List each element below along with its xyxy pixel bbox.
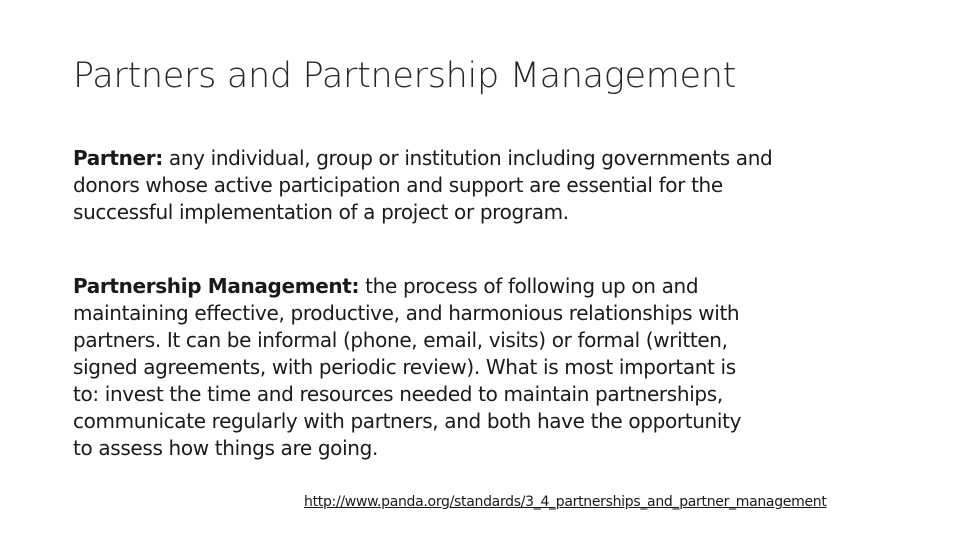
partner-definition: [73, 145, 903, 226]
partnership-management-line: to assess how things are going.: [73, 436, 378, 460]
partner-definition-text: any individual, group or institution including governments and: [162, 146, 773, 170]
partner-definition-line: donors whose active participation and support are essential for the: [73, 173, 723, 197]
partnership-management-line: maintaining effective, productive, and harmonious relationships with: [73, 301, 740, 325]
partnership-management-line: communicate regularly with partners, and both have the opportunity: [73, 409, 742, 433]
partnership-management-line: partners. It can be informal (phone, email, visits) or formal (written,: [73, 328, 728, 352]
partner-definition-line: successful implementation of a project or program.: [73, 200, 569, 224]
partnership-management-term: Partnership Management:: [73, 274, 360, 298]
partnership-management-line: signed agreements, with periodic review). What is most important is: [73, 355, 736, 379]
partner-term: Partner:: [73, 146, 163, 170]
partnership-management-definition: [73, 273, 903, 462]
slide-title: Partners and Partnership Management: [73, 56, 737, 96]
partner-definition-line: [73, 145, 903, 172]
partnership-management-line: [73, 273, 903, 300]
source-link[interactable]: http://www.panda.org/standards/3_4_partnerships_and_partner_management: [304, 494, 827, 510]
partnership-management-line: to: invest the time and resources needed to maintain partnerships,: [73, 382, 723, 406]
partnership-management-text: the process of following up on and: [359, 274, 699, 298]
